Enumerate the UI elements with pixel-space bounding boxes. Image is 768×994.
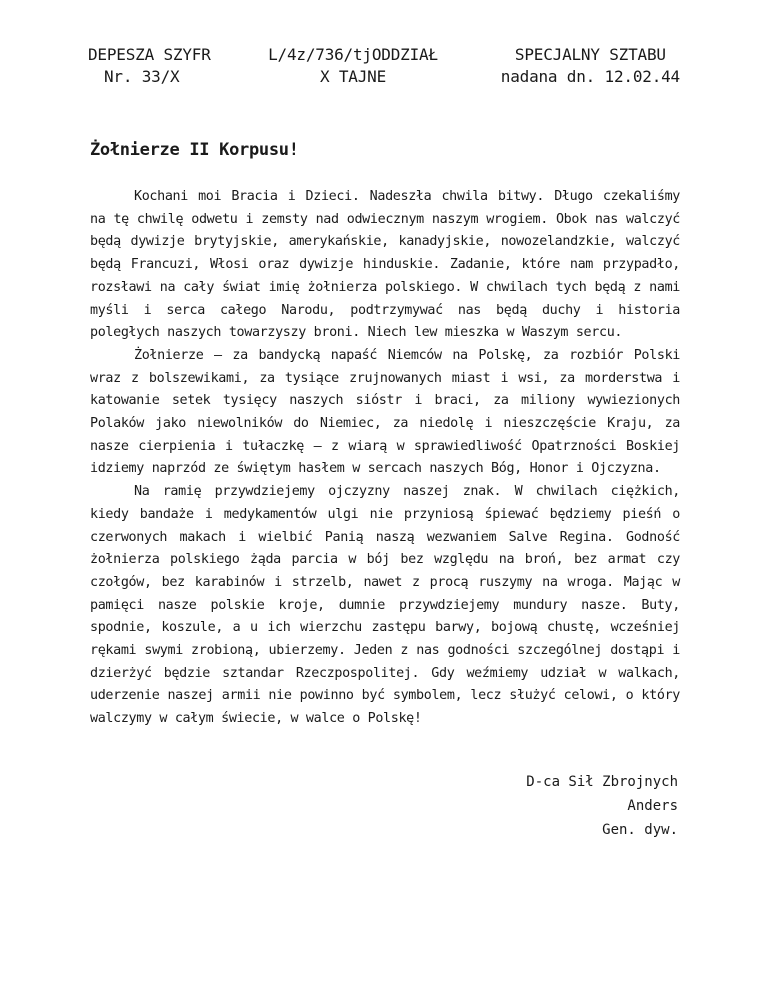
header-dispatch-type: DEPESZA SZYFR [88,45,211,64]
body-paragraph: Kochani moi Bracia i Dzieci. Nadeszła chwila bitwy. Długo czekaliśmy na tę chwilę odwetu i zemsty nad odwiecznym naszym wrogiem. Obok nas walczyć będą dywizje brytyjskie, amerykańskie, kanadyjskie, nowozelandzkie, walczyć będą Francuzi, Włosi oraz dywizje hinduskie. Zadanie, które nam przypadło, rozsławi na cały świat imię żołnierza polskiego. W chwilach tych będą z nami myśli i serca całego Narodu, podtrzymywać nas będą duchy i historia poległych naszych towarzyszy broni. Niech lew mieszka w Waszym sercu. [90,189,680,341]
header-classification: X TAJNE [319,67,387,86]
header-reference: L/4z/736/tjODDZIAŁ [268,45,438,64]
signature-rank: Gen. dyw. [602,822,678,838]
header-center [268,44,438,88]
document-body [90,186,680,731]
header-left [88,44,211,88]
header-dispatch-number: Nr. 33/X [104,67,180,86]
signature-block [526,770,678,842]
document-title: Żołnierze II Korpusu! [90,140,299,160]
header-date: nadana dn. 12.02.44 [500,67,680,86]
body-paragraph: Żołnierze – za bandycką napaść Niemców na Polskę, za rozbiór Polski wraz z bolszewikami, za tysiące zrujnowanych miast i wsi, za morderstwa i katowanie setek tysięcy naszych sióstr i braci, za miliony wywiezionych Polaków jako niewolników do Niemiec, za niedolę i nieszczęście Kraju, za nasze cierpienia i tułaczkę – z wiarą w sprawiedliwość Opatrzności Boskiej idziemy naprzód ze świętym hasłem w sercach naszych Bóg, Honor i Ojczyzna. [90,347,680,477]
header-unit: SPECJALNY SZTABU [514,45,666,64]
header-right [501,44,680,88]
signature-name: Anders [627,798,678,814]
signature-title: D-ca Sił Zbrojnych [526,774,678,790]
telegram-header [88,44,680,92]
body-paragraph: Na ramię przywdziejemy ojczyzny naszej znak. W chwilach ciężkich, kiedy bandaże i medykamentów ulgi nie przyniosą śpiewać będziemy pieśń o czerwonych makach i wielbić Panią naszą wezwaniem Salve Regina. Godność żołnierza polskiego żąda parcia w bój bez względu na broń, bez armat czy czołgów, bez karabinów i strzelb, nawet z procą ruszymy na wroga. Mając w pamięci nasze polskie kroje, dumnie przywdziejemy mundury nasze. Buty, spodnie, koszule, a u ich wierzchu zastępu barwy, bojową chustę, wcześniej rękami swymi zrobioną, ubierzemy. Jeden z nas godności szczególnej dostąpi i dzierżyć będzie sztandar Rzeczpospolitej. Gdy weźmiemy udział w walkach, uderzenie naszej armii nie powinno być symbolem, lecz służyć celowi, o który walczymy w całym świecie, w walce o Polskę! [90,484,680,727]
